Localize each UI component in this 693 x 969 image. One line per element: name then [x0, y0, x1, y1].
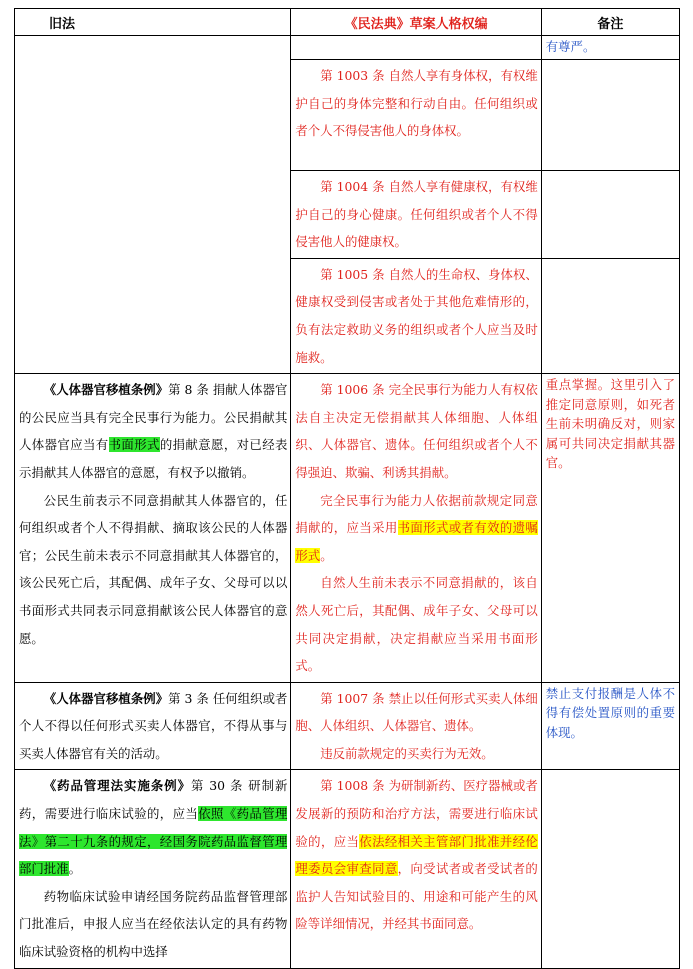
draft-article-1004: 第 1004 条 自然人享有健康权，有权维护自己的身心健康。任何组织或者个人不得侵害他人的健康权。 [295, 179, 538, 250]
draft-article-1006: 第 1006 条 完全民事行为能力人有权依法自主决定无偿捐献其人体细胞、人体组织、人体器官、遗体。任何组织或者个人不得强迫、欺骗、利诱其捐献。 [295, 382, 538, 480]
old-law-cell [15, 682, 291, 770]
note-cell [541, 682, 679, 770]
note-text: 重点掌握。这里引入了推定同意原则，如死者生前未明确反对，则家属可共同决定捐献其器官。 [545, 377, 675, 471]
note-text: 有尊严。 [545, 39, 596, 54]
draft-cell [291, 171, 541, 259]
draft-article-1008 [295, 772, 537, 938]
draft-paragraph: 自然人生前未表示不同意捐献的，该自然人死亡后，其配偶、成年子女、父母可以共同决定捐献，决定捐献应当采用书面形式。 [295, 575, 538, 674]
draft-paragraph [295, 487, 537, 570]
draft-cell [291, 682, 541, 770]
comparison-table [14, 8, 680, 969]
draft-cell [291, 60, 541, 171]
note-cell [541, 374, 679, 683]
old-law-paragraph: 公民生前表示不同意捐献其人体器官的，任何组织或者个人不得捐献、摘取该公民的人体器官；公民生前未表示不同意捐献其人体器官的，该公民死亡后，其配偶、成年子女、父母可以以书面形式共同表示同意捐献该公民人体器官的意愿。 [19, 492, 288, 646]
note-cell [541, 36, 679, 60]
draft-cell [291, 374, 541, 683]
draft-article-1007: 第 1007 条 禁止以任何形式买卖人体细胞、人体组织、人体器官、遗体。 [295, 690, 538, 734]
draft-paragraph: 违反前款规定的买卖行为无效。 [320, 745, 494, 761]
text-run: 第 8 条 捐献人体器官的公民应当具有完全民事行为能力。公民捐献其人体器官应当有 [19, 382, 288, 453]
note-cell-empty [541, 171, 679, 259]
header-old-law: 旧法 [15, 9, 291, 36]
text-run: 的捐献意愿，对已经表示捐献其人体器官的意愿，有权予以撤销。 [19, 437, 288, 480]
highlight-yellow: 依法经相关主管部门批准并经伦理委员会审查同意 [295, 833, 538, 877]
old-law-paragraph [19, 772, 287, 882]
law-name: 《药品管理法实施条例》 [43, 778, 191, 794]
text-run: 。 [320, 547, 333, 563]
text-run: 第 1008 条 为研制新药、医疗器械或者发展新的预防和治疗方法，需要进行临床试验的，应当 [295, 778, 538, 849]
draft-cell [291, 770, 541, 968]
note-cell-empty [541, 770, 679, 968]
header-row [15, 9, 680, 36]
old-law-paragraph: 药物临床试验申请经国务院药品监督管理部门批准后，申报人应当在经依法认定的具有药物临床试验资格的机构中选择 [19, 888, 288, 960]
old-law-cell-empty [15, 36, 291, 374]
draft-cell [291, 258, 541, 373]
law-name: 《人体器官移植条例》 [43, 382, 169, 398]
old-law-paragraph [19, 685, 287, 768]
old-law-cell [15, 770, 291, 968]
header-note: 备注 [541, 9, 679, 36]
highlight-yellow: 书面形式或者有效的遗嘱形式 [295, 520, 538, 563]
law-name: 《人体器官移植条例》 [43, 690, 169, 706]
text-run: ，向受试者或者受试者的监护人告知试验目的、用途和可能产生的风险等详细情况，并经其书面同意。 [295, 861, 538, 932]
note-text: 禁止支付报酬是人体不得有偿处置原则的重要体现。 [545, 685, 675, 740]
text-run: 第 30 条 研制新药，需要进行临床试验的，应当 [19, 778, 288, 822]
text-run: 完全民事行为能力人依据前款规定同意捐献的，应当采用 [295, 492, 538, 536]
old-law-cell [15, 374, 291, 683]
table-row [15, 36, 680, 60]
highlight-green: 书面形式 [108, 437, 160, 453]
text-run: 。 [68, 861, 81, 877]
draft-article-1005: 第 1005 条 自然人的生命权、身体权、健康权受到侵害或者处于其他危难情形的，负有法定救助义务的组织或者个人应当及时施救。 [295, 266, 538, 365]
table-row [15, 682, 680, 770]
header-draft: 《民法典》草案人格权编 [291, 9, 541, 36]
note-cell-empty [541, 258, 679, 373]
text-run: 第 3 条 任何组织或者个人不得以任何形式买卖人体器官，不得从事与买卖人体器官有关的活动。 [19, 690, 288, 761]
note-cell-empty [541, 60, 679, 171]
draft-cell-empty [291, 36, 541, 60]
draft-article-1003: 第 1003 条 自然人享有身体权，有权维护自己的身体完整和行动自由。任何组织或者个人不得侵害他人的身体权。 [295, 68, 538, 139]
table-row [15, 374, 680, 683]
old-law-paragraph [19, 376, 287, 486]
highlight-green: 依照《药品管理法》第二十九条的规定，经国务院药品监督管理部门批准 [19, 806, 288, 877]
table-row [15, 770, 680, 968]
